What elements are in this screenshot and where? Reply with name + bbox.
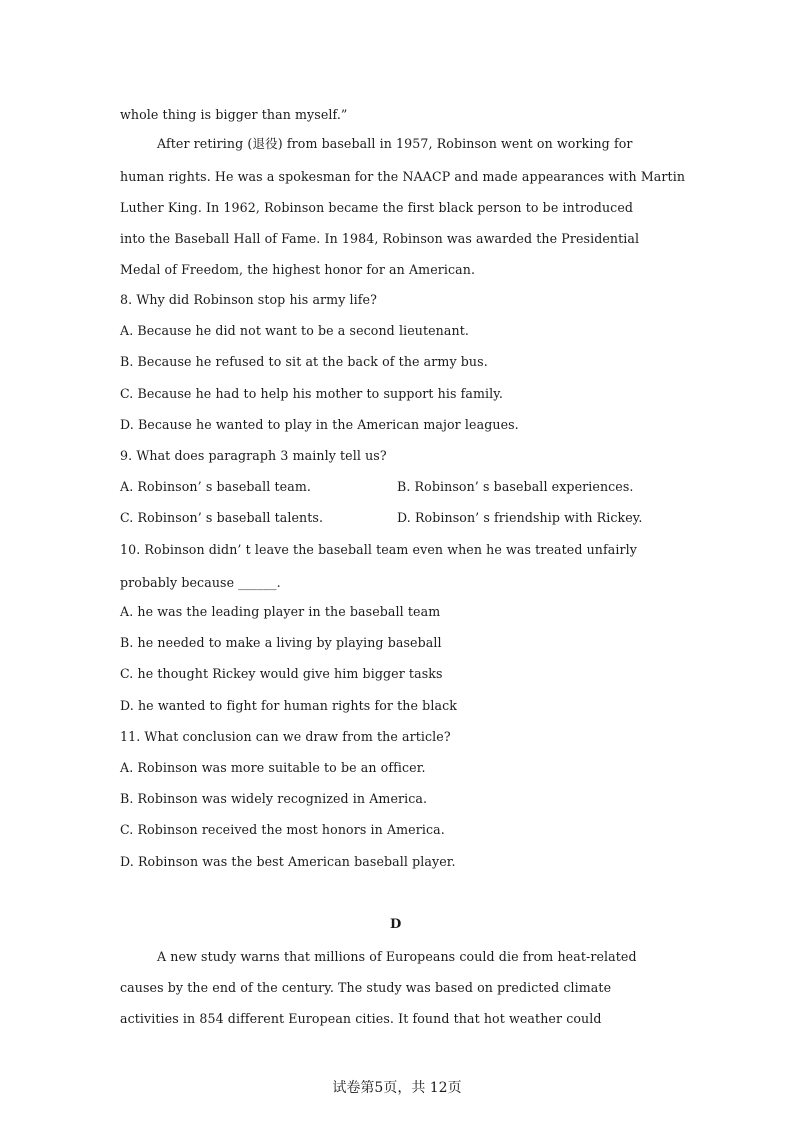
passage-d-line: A new study warns that millions of Europeans could die from heat-related — [157, 949, 637, 964]
passage-d-line: causes by the end of the century. The study was based on predicted climate — [120, 980, 612, 995]
question-9-option-c: C. Robinson’ s baseball talents. — [120, 510, 324, 525]
passage-c-paragraph-line: Medal of Freedom, the highest honor for an American. — [120, 262, 476, 277]
question-8-option-c: C. Because he had to help his mother to support his family. — [120, 386, 503, 401]
passage-c-paragraph-line: human rights. He was a spokesman for the NAACP and made appearances with Martin — [120, 169, 686, 184]
passage-c-closing-quote: whole thing is bigger than myself.” — [120, 107, 348, 122]
passage-c-paragraph-line: into the Baseball Hall of Fame. In 1984, Robinson was awarded the Presidential — [120, 231, 640, 246]
passage-c-paragraph-line: Luther King. In 1962, Robinson became the first black person to be introduced — [120, 200, 634, 215]
question-10-option-c: C. he thought Rickey would give him bigger tasks — [120, 666, 443, 681]
passage-d-line: activities in 854 different European cities. It found that hot weather could — [120, 1011, 602, 1026]
question-10-option-d: D. he wanted to fight for human rights for the black — [120, 698, 457, 713]
question-10-option-a: A. he was the leading player in the baseball team — [120, 604, 441, 619]
page-footer: 试卷第5页，共 12页 — [332, 1080, 462, 1096]
question-11-option-b: B. Robinson was widely recognized in America. — [120, 791, 428, 806]
question-9-option-d: D. Robinson’ s friendship with Rickey. — [397, 510, 643, 525]
question-9-stem: 9. What does paragraph 3 mainly tell us? — [120, 448, 387, 463]
question-8-option-a: A. Because he did not want to be a second lieutenant. — [120, 323, 469, 338]
question-8-stem: 8. Why did Robinson stop his army life? — [120, 292, 377, 307]
question-8-option-d: D. Because he wanted to play in the American major leagues. — [120, 417, 519, 432]
question-11-option-a: A. Robinson was more suitable to be an officer. — [120, 760, 426, 775]
question-11-option-d: D. Robinson was the best American baseball player. — [120, 854, 456, 869]
question-10-stem: 10. Robinson didn’ t leave the baseball team even when he was treated unfairly — [120, 542, 637, 557]
question-8-option-b: B. Because he refused to sit at the back of the army bus. — [120, 354, 488, 369]
question-11-option-c: C. Robinson received the most honors in America. — [120, 822, 445, 837]
question-10-stem-continued: probably because ______. — [120, 575, 281, 590]
question-11-stem: 11. What conclusion can we draw from the article? — [120, 729, 451, 744]
section-d-heading: D — [390, 917, 402, 932]
question-9-option-b: B. Robinson’ s baseball experiences. — [397, 479, 634, 494]
passage-c-paragraph-line: After retiring (退役) from baseball in 1957, Robinson went on working for — [157, 136, 633, 151]
question-10-option-b: B. he needed to make a living by playing baseball — [120, 635, 442, 650]
question-9-option-a: A. Robinson’ s baseball team. — [120, 479, 311, 494]
